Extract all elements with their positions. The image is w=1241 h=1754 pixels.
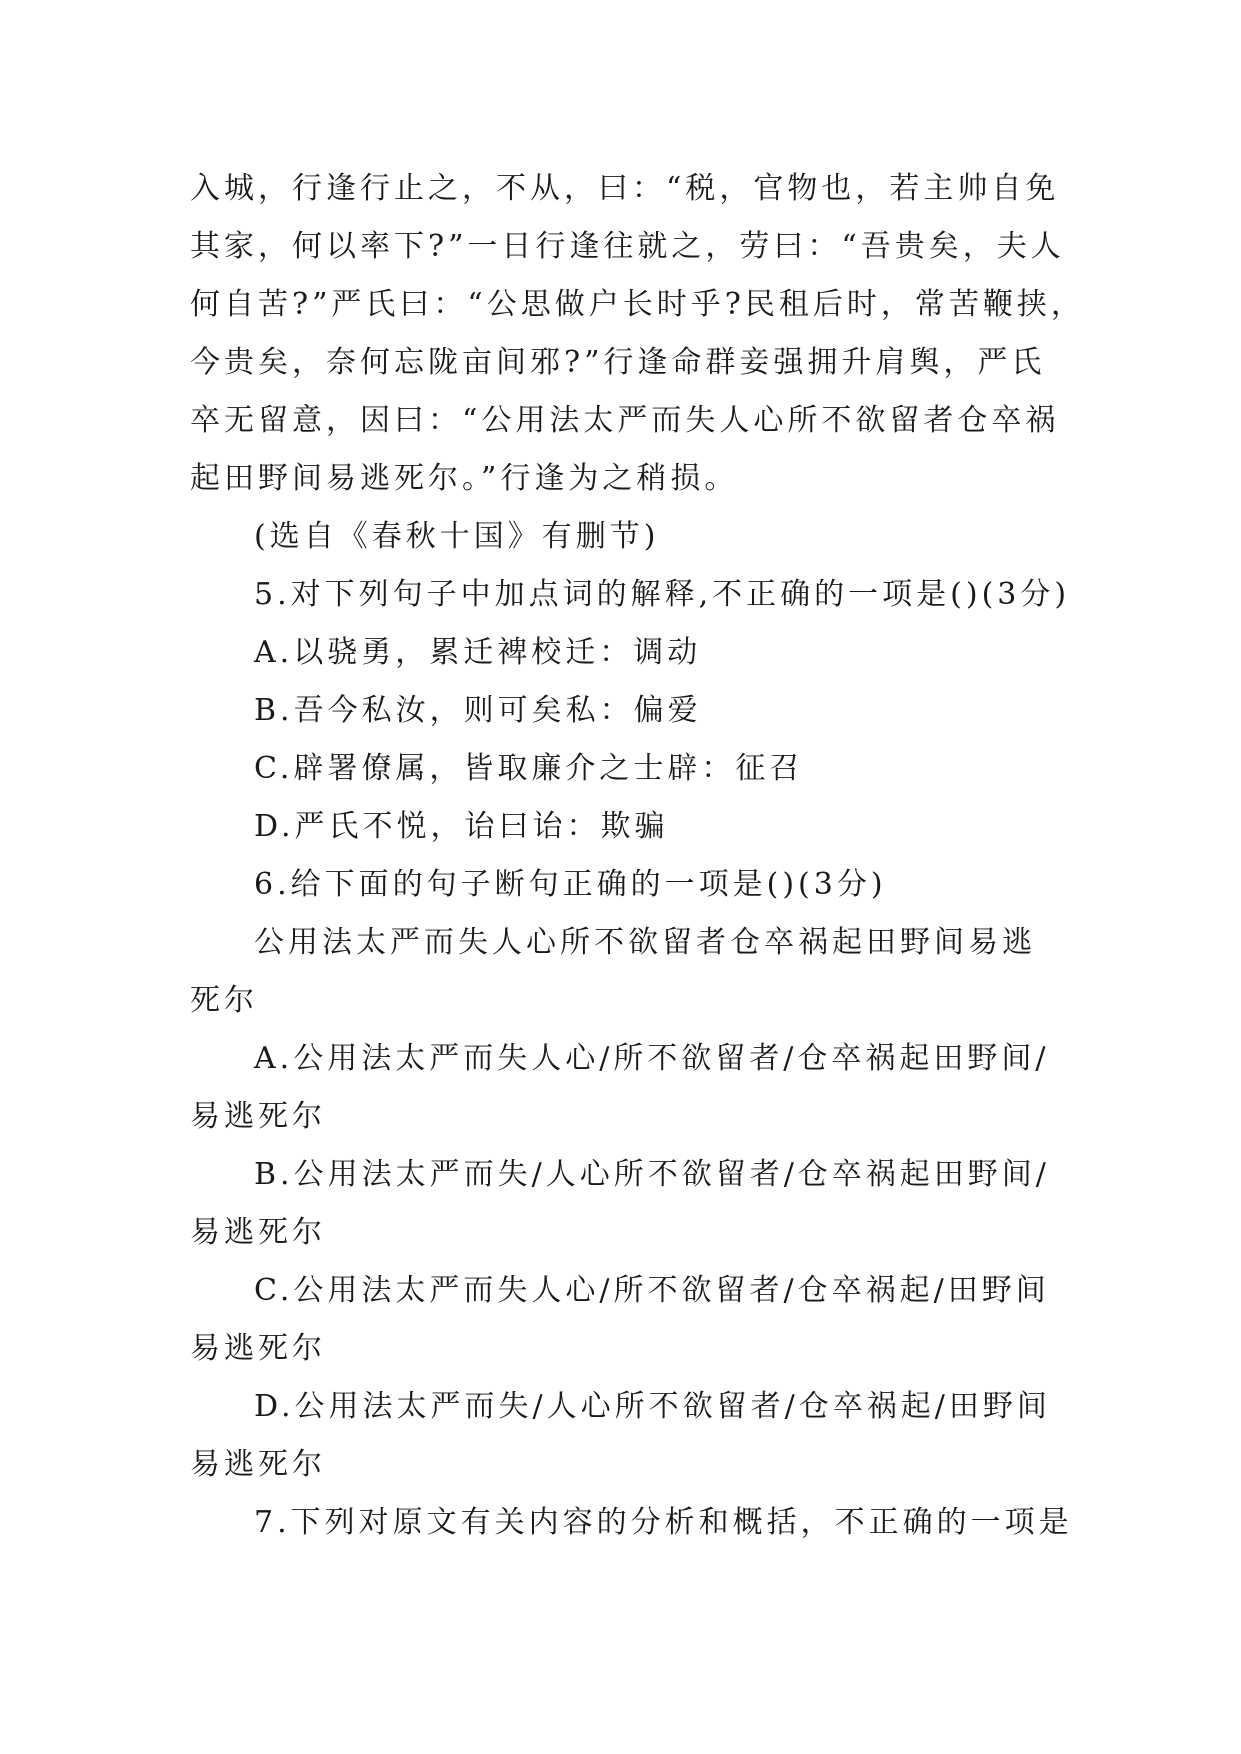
question-sentence-continued: 死尔 (190, 983, 258, 1018)
answer-option: D.公用法太严而失/人心所不欲留者/仓卒祸起/田野间 (254, 1389, 1051, 1424)
answer-option: C.辟署僚属，皆取廉介之士辟：征召 (254, 751, 804, 786)
question-stem: 7.下列对原文有关内容的分析和概括，不正确的一项是 (254, 1505, 1073, 1540)
source-citation: (选自《春秋十国》有删节) (254, 519, 660, 554)
passage-line: 卒无留意，因曰：“公用法太严而失人心所不欲留者仓卒祸 (190, 403, 1060, 438)
passage-line: 其家，何以率下?”一日行逢往就之，劳曰：“吾贵矣，夫人 (190, 229, 1065, 264)
answer-option: D.严氏不悦，诒曰诒：欺骗 (254, 809, 669, 844)
answer-option-continued: 易逃死尔 (190, 1447, 326, 1482)
passage-line: 何自苦?”严氏曰：“公思做户长时乎?民租后时，常苦鞭挟， (190, 287, 1085, 322)
question-stem: 6.给下面的句子断句正确的一项是()(3分) (254, 867, 887, 902)
question-6 (190, 856, 1070, 1494)
passage (190, 160, 1085, 508)
question-stem: 5.对下列句子中加点词的解释,不正确的一项是()(3分) (254, 577, 1071, 612)
question-sentence: 公用法太严而失人心所不欲留者仓卒祸起田野间易逃 (254, 925, 1036, 960)
passage-line: 入城，行逢行止之，不从，曰：“税，官物也，若主帅自免 (190, 171, 1060, 206)
answer-option: A.以骁勇，累迁裨校迁：调动 (254, 635, 702, 670)
answer-option-continued: 易逃死尔 (190, 1331, 326, 1366)
answer-option: A.公用法太严而失人心/所不欲留者/仓卒祸起田野间/ (254, 1041, 1050, 1076)
answer-option: B.公用法太严而失/人心所不欲留者/仓卒祸起田野间/ (254, 1157, 1050, 1192)
answer-option-continued: 易逃死尔 (190, 1099, 326, 1134)
answer-option: B.吾今私汝，则可矣私：偏爱 (254, 693, 702, 728)
question-5 (190, 566, 1070, 856)
passage-line: 起田野间易逃死尔。”行逢为之稍损。 (190, 461, 739, 496)
passage-line: 今贵矣，奈何忘陇亩间邪?”行逢命群妾强拥升肩舆，严氏 (190, 345, 1046, 380)
answer-option-continued: 易逃死尔 (190, 1215, 326, 1250)
question-7 (190, 1494, 1073, 1552)
answer-option: C.公用法太严而失人心/所不欲留者/仓卒祸起/田野间 (254, 1273, 1050, 1308)
document-page (190, 160, 1085, 1552)
